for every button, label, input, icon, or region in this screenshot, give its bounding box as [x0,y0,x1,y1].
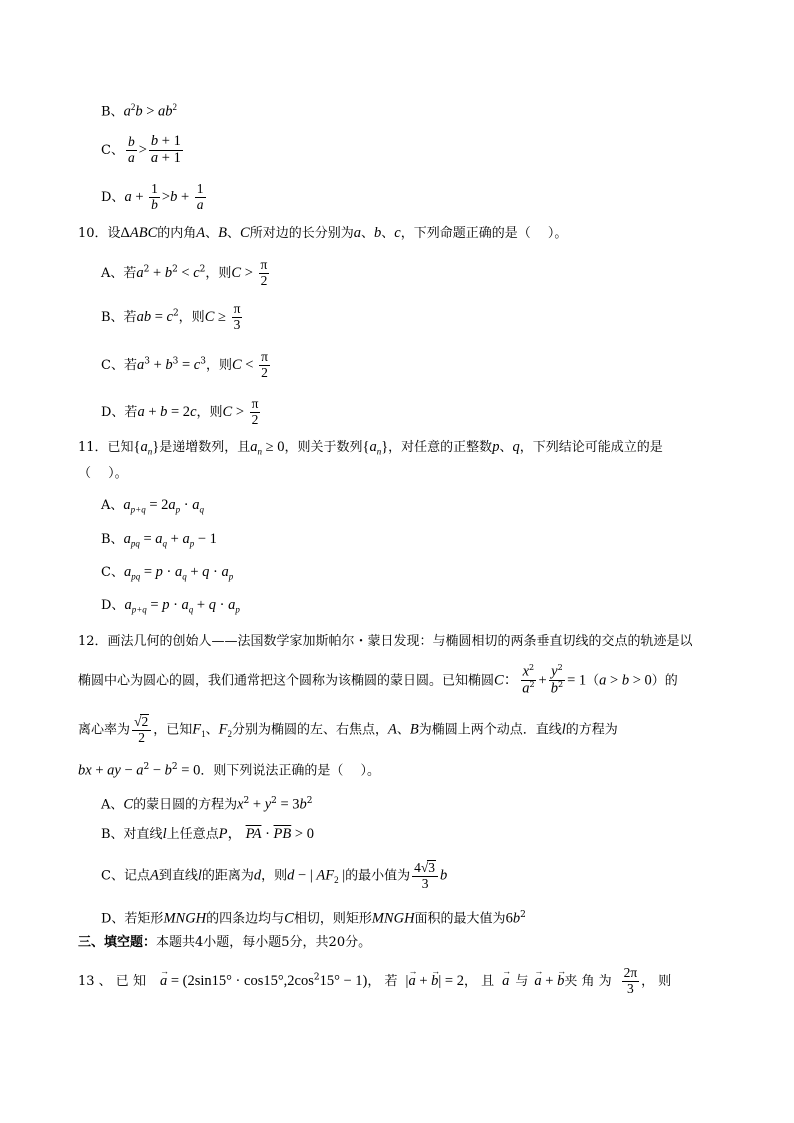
q11-option-d: D、$a_{p+q} = p \cdot a_q + q \cdot a_p$ [101,597,240,615]
q10-option-c: C、若$a^3 + b^3 = c^3$，则C < $\frac{\pi}{2}$ [101,349,268,380]
q12-stem-line1: 12．画法几何的创始人——法国数学家加斯帕尔・蒙日发现：与椭圆相切的两条垂直切线的交点的轨迹是以 [78,634,693,649]
q10-stem: 10．设ΔABC的内角A、B、C所对边的长分别为a、b、c，下列命题正确的是（ ）。 [78,225,568,241]
q11-option-a: A、$a_{p+q} = 2a_p \cdot a_q$ [101,497,204,515]
q12-option-d: D、若矩形MNGH的四条边均与C相切，则矩形MNGH面积的最大值为$6b^2$ [101,910,526,927]
q12-stem-line2: 椭圆中心为圆心的圆，我们通常把这个圆称为该椭圆的蒙日圆。已知椭圆C： $\frac{x^2}{a^2}$ + $\frac{y^2}{b^2}$ = 1（a > b > 0）的 [78,663,678,697]
q11-option-b: B、$a_{pq} = a_q + a_p - 1$ [101,531,217,549]
q9-option-c: C、 $\frac{b}{a}$ > $\frac{b + 1}{a + 1}$ [101,133,181,166]
q12-option-c: C、记点A到直线l的距离为d，则d − | $AF_2$ |的最小值为 $\frac{4√3}{3}$ b [101,860,448,891]
q10-option-d: D、若a + b = 2c，则C > $\frac{\pi}{2}$ [101,396,259,427]
q12-stem-line3: 离心率为 $\frac{√2}{2}$ ，已知$F_1$、$F_2$分别为椭圆的左、右焦点，A、B为椭圆上两个动点．直线l的方程为 [78,714,618,745]
q10-option-a: A、若$a^2 + b^2 < c^2$，则C > $\frac{\pi}{2}$ [101,257,268,288]
q11-stem-line2: （ ）。 [78,466,128,481]
q9-option-d: D、a + $\frac{1}{b}$ >b + $\frac{1}{a}$ [101,181,204,212]
q12-stem-line4: bx + ay − $a^2 - b^2 = 0$．则下列说法正确的是（ ）。 [78,762,380,779]
q11-stem-line1: 11．已知$\{a_n\}$是递增数列，且$a_n \ge 0$，则关于数列$\{a_n\}$，对任意的正整数p、q，下列结论可能成立的是 [78,439,663,457]
section-3-heading: 三、填空题：本题共4小题，每小题5分，共20分。 [78,935,372,950]
q12-option-a: A、C的蒙日圆的方程为$x^2 + y^2 = 3b^2$ [101,796,313,813]
q10-option-b: B、若ab = $c^2$，则C ≥ $\frac{\pi}{3}$ [101,301,241,332]
q11-option-c: C、$a_{pq} = p \cdot a_q + q \cdot a_p$ [101,564,234,582]
q12-option-b: B、对直线l上任意点P， $\overline{PA} \cdot \overline{PB} > 0$ [101,826,314,842]
q9-option-b: B、$a^2b > ab^2$ [101,102,177,120]
q13-stem: 13 、 已 知 → $a = (2\sin 15^\circ \cdot \cos 15^\circ,2\cos^215^\circ - 1)$， 若 |→ a + → b| = 2， 且 → a 与 → a + → b夹 角 为 $\frac{2\pi}{3}$ ， 则 [78,966,671,997]
